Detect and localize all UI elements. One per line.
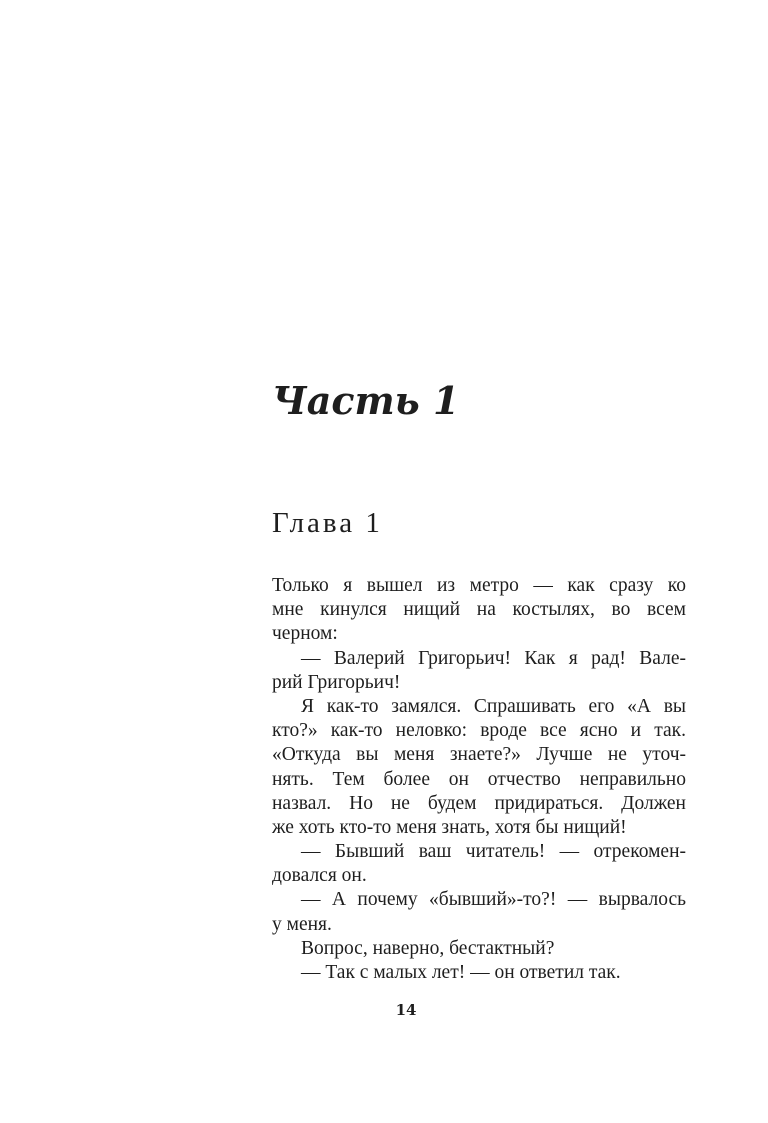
text-line: рий Григорьич!	[272, 671, 401, 693]
page-number: 14	[395, 1001, 417, 1019]
text-line: — А почему «бывший»-то?! — вырвалось	[301, 889, 686, 911]
text-line: Я как-то замялся. Спрашивать его «А вы	[301, 695, 686, 717]
text-line: мне кинулся нищий на костылях, во всем	[272, 599, 686, 621]
part-title: Часть 1	[272, 378, 460, 423]
text-line: назвал. Но не будем придираться. Должен	[272, 792, 686, 814]
text-line: Только я вышел из метро — как сразу ко	[272, 575, 686, 596]
body-text	[272, 574, 686, 985]
text-line: у меня.	[272, 913, 332, 935]
text-line: кто?» как-то неловко: вроде все ясно и так.	[272, 720, 686, 742]
text-line: нять. Тем более он отчество неправильно	[272, 768, 686, 790]
text-line: — Бывший ваш читатель! — отрекомен-	[301, 841, 686, 863]
text-line: Вопрос, наверно, бестактный?	[301, 937, 555, 959]
text-line: — Так с малых лет! — он ответил так.	[301, 962, 621, 983]
text-line: «Откуда вы меня знаете?» Лучше не уточ-	[272, 744, 686, 766]
text-line: черном:	[272, 623, 338, 645]
text-line: довался он.	[272, 865, 367, 887]
text-line: — Валерий Григорьич! Как я рад! Вале-	[301, 647, 686, 669]
text-line: же хоть кто-то меня знать, хотя бы нищий!	[272, 816, 627, 838]
chapter-title: Глава 1	[272, 507, 383, 539]
